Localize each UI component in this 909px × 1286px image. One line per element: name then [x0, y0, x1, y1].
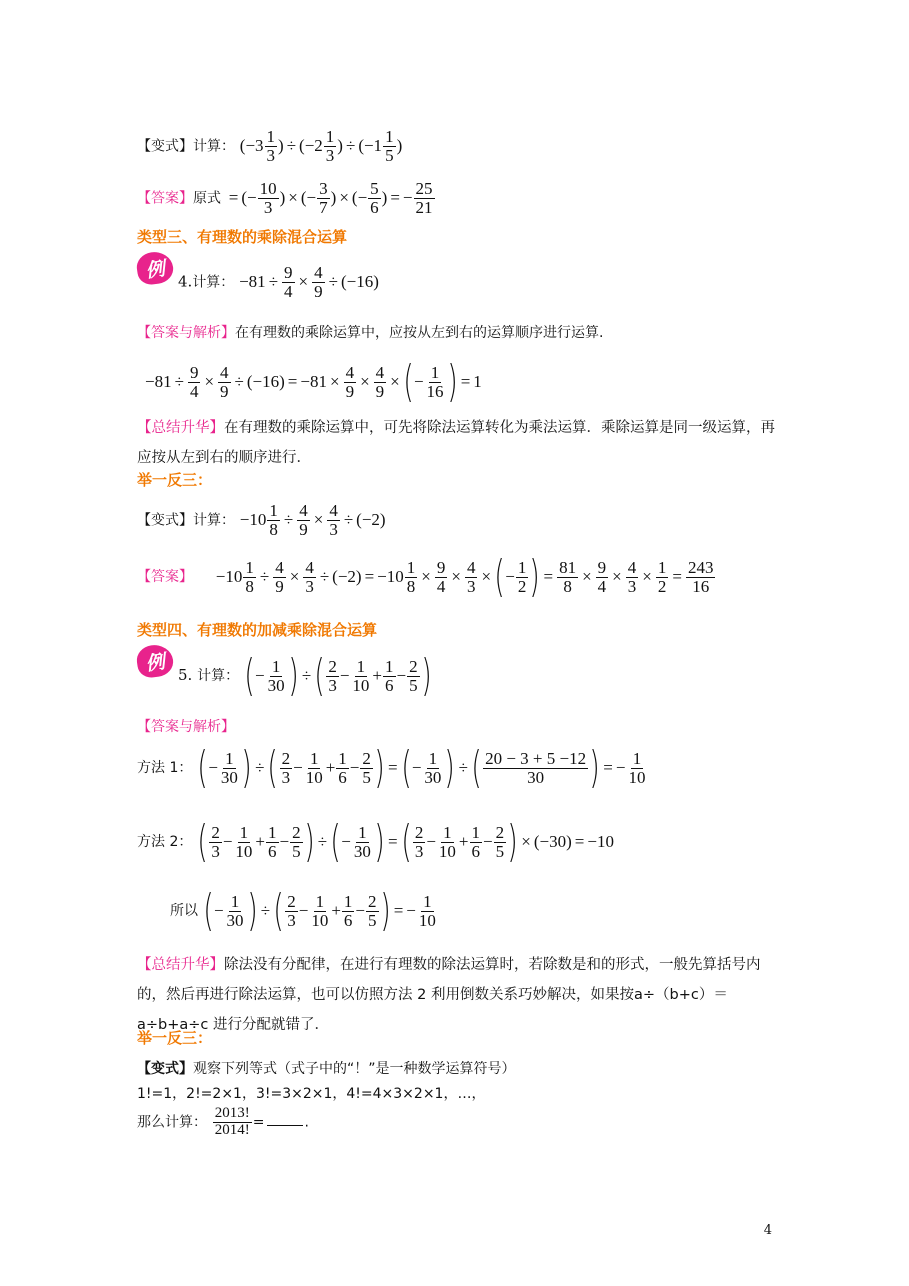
variant-3-line [137, 1058, 516, 1078]
then-calc-label: 那么计算： [137, 1114, 207, 1131]
factorial-numerator: 2013! [214, 1105, 250, 1121]
original-label: 原式 [193, 190, 221, 207]
variant-2-formula: −10 $\frac{1}{8}$ ÷ $\frac{4}{9}$ × $\frac{4}{3}$ ÷ (−2) [239, 501, 386, 539]
answer-tag: 【答案】 [137, 190, 193, 207]
so-line [170, 885, 439, 936]
method-2-line [137, 816, 614, 867]
type4-header: 类型四、有理数的加减乘除混合运算 [137, 621, 378, 639]
answer-analysis-tag: 【答案与解析】 [137, 325, 235, 341]
variant-2-line [137, 502, 386, 539]
example-5-number: 5. [178, 666, 193, 684]
summary-4 [137, 413, 777, 473]
factorial-fraction [213, 1106, 252, 1139]
example-4-solution-formula: −81 ÷ $\frac{9}{4}$ × $\frac{4}{9}$ ÷ (−16) = −81 × $\frac{4}{9}$ × $\frac{4}{9}$ × ( − 1 16 ) = 1 [145, 356, 482, 407]
answer-tag: 【答案】 [137, 569, 193, 585]
method-2-label: 方法 2： [137, 834, 193, 850]
summary-5-text-b: a÷（b+c）＝a÷b+a÷c 进行分配就错了． [137, 987, 728, 1033]
method-1-line [137, 742, 648, 793]
type3-header: 类型三、有理数的乘除混合运算 [137, 228, 348, 246]
so-formula: ( − 1 30 ) ÷ ( 2 3 − 1 10 + 1 6 − 2 5 ) = − $\frac{1}{10}$ [203, 885, 436, 936]
answer-1-line [137, 180, 436, 217]
example-badge: 例 [135, 643, 175, 680]
example-5-answer-tag-line [137, 716, 235, 736]
example-4-line [178, 264, 379, 301]
variant-tag: 【变式】 [137, 512, 193, 529]
calc-label: 计算： [192, 274, 235, 291]
example-4-explanation: 在有理数的乘除运算中，应按从左到右的运算顺序进行运算. [235, 325, 604, 341]
page-number: 4 [763, 1223, 772, 1238]
so-label: 所以 [170, 903, 198, 919]
calc-label: 计算： [197, 668, 240, 684]
calc-label: 计算： [193, 512, 235, 529]
example-4-solution [145, 356, 482, 407]
method-2-formula: ( 2 3 − 1 10 + 1 6 − 2 5 ) ÷ ( − 1 30 ) = ( 2 3 − 1 10 + 1 6 − 2 5 ) × (−30) = −10 [197, 816, 614, 867]
variant-2-answer-formula: −10 $\frac{1}{8}$ ÷ $\frac{4}{9}$ × $\frac{4}{3}$ ÷ (−2) = −10 $\frac{1}{8}$ × $\frac{9}{4}$ × $\frac{4}{3}$ × ( − 1 2 ) = $\frac{81}{8}$ × $\frac{9}{4}$ × $\frac{4}{3}$ × $\frac{1}{2}$ = $\frac{243}{16}$ [215, 551, 714, 602]
example-4-number: 4. [178, 272, 193, 291]
variant-2-answer [137, 551, 716, 602]
variant-3-text: 观察下列等式（式子中的“！”是一种数学运算符号） [193, 1061, 516, 1077]
summary-5-text-a: 除法没有分配律，在进行有理数的除法运算时，若除数是和的形式，一般先算括号内的，然后再进行除法运算，也可以仿照方法 2 利用倒数关系巧妙解决，如果按 [137, 957, 761, 1003]
answer-1-formula: = (− $\frac{10}{3}$ ) × (− $\frac{3}{7}$ ) × (− $\frac{5}{6}$ ) = − $\frac{25}{21}$ [228, 179, 433, 217]
factorials-line [137, 1083, 485, 1103]
factorials-text: 1!=1，2!=2×1，3!=3×2×1，4!=4×3×2×1，…， [137, 1086, 486, 1102]
variant-1-line [137, 128, 402, 165]
example-5-formula: ( − 1 30 ) ÷ ( 2 3 − 1 10 + 1 6 − 2 5 ) [244, 650, 432, 701]
variant-1-formula: (−3 $\frac{1}{3}$ ) ÷ (−2 $\frac{1}{3}$ ) ÷ (−1 $\frac{1}{5}$ ) [239, 127, 403, 165]
summary-5 [137, 950, 777, 1040]
juyi-header-1: 举一反三： [137, 471, 213, 489]
variant-tag: 【变式】 [137, 1061, 193, 1077]
summary-4-text: 在有理数的乘除运算中，可先将除法运算转化为乘法运算．乘除运算是同一级运算，再应按从左到右的顺序进行． [137, 420, 775, 466]
example-5-line [178, 650, 432, 701]
calc-label: 计算： [193, 138, 235, 155]
summary-tag: 【总结升华】 [137, 420, 224, 436]
method-1-formula: ( − 1 30 ) ÷ ( 2 3 − 1 10 + 1 6 − 2 5 ) = ( − 1 30 ) ÷ ( 20 − 3 + 5 −12 30 ) = − $\frac{1}{10}$ [197, 742, 646, 793]
factorial-denominator: 2014! [214, 1121, 250, 1138]
example-4-answer [137, 322, 603, 342]
then-calc-line: 那么计算： $\frac{2013!}{2014!}$ = . [137, 1105, 309, 1138]
summary-tag: 【总结升华】 [137, 957, 224, 973]
method-1-label: 方法 1： [137, 760, 193, 776]
answer-blank[interactable] [267, 1125, 303, 1126]
example-badge: 例 [135, 250, 175, 287]
example-4-formula: −81 ÷ $\frac{9}{4}$ × $\frac{4}{9}$ ÷ (−16) [239, 263, 379, 301]
answer-analysis-tag: 【答案与解析】 [137, 719, 235, 735]
juyi-header-2: 举一反三： [137, 1029, 213, 1047]
variant-tag: 【变式】 [137, 138, 193, 155]
